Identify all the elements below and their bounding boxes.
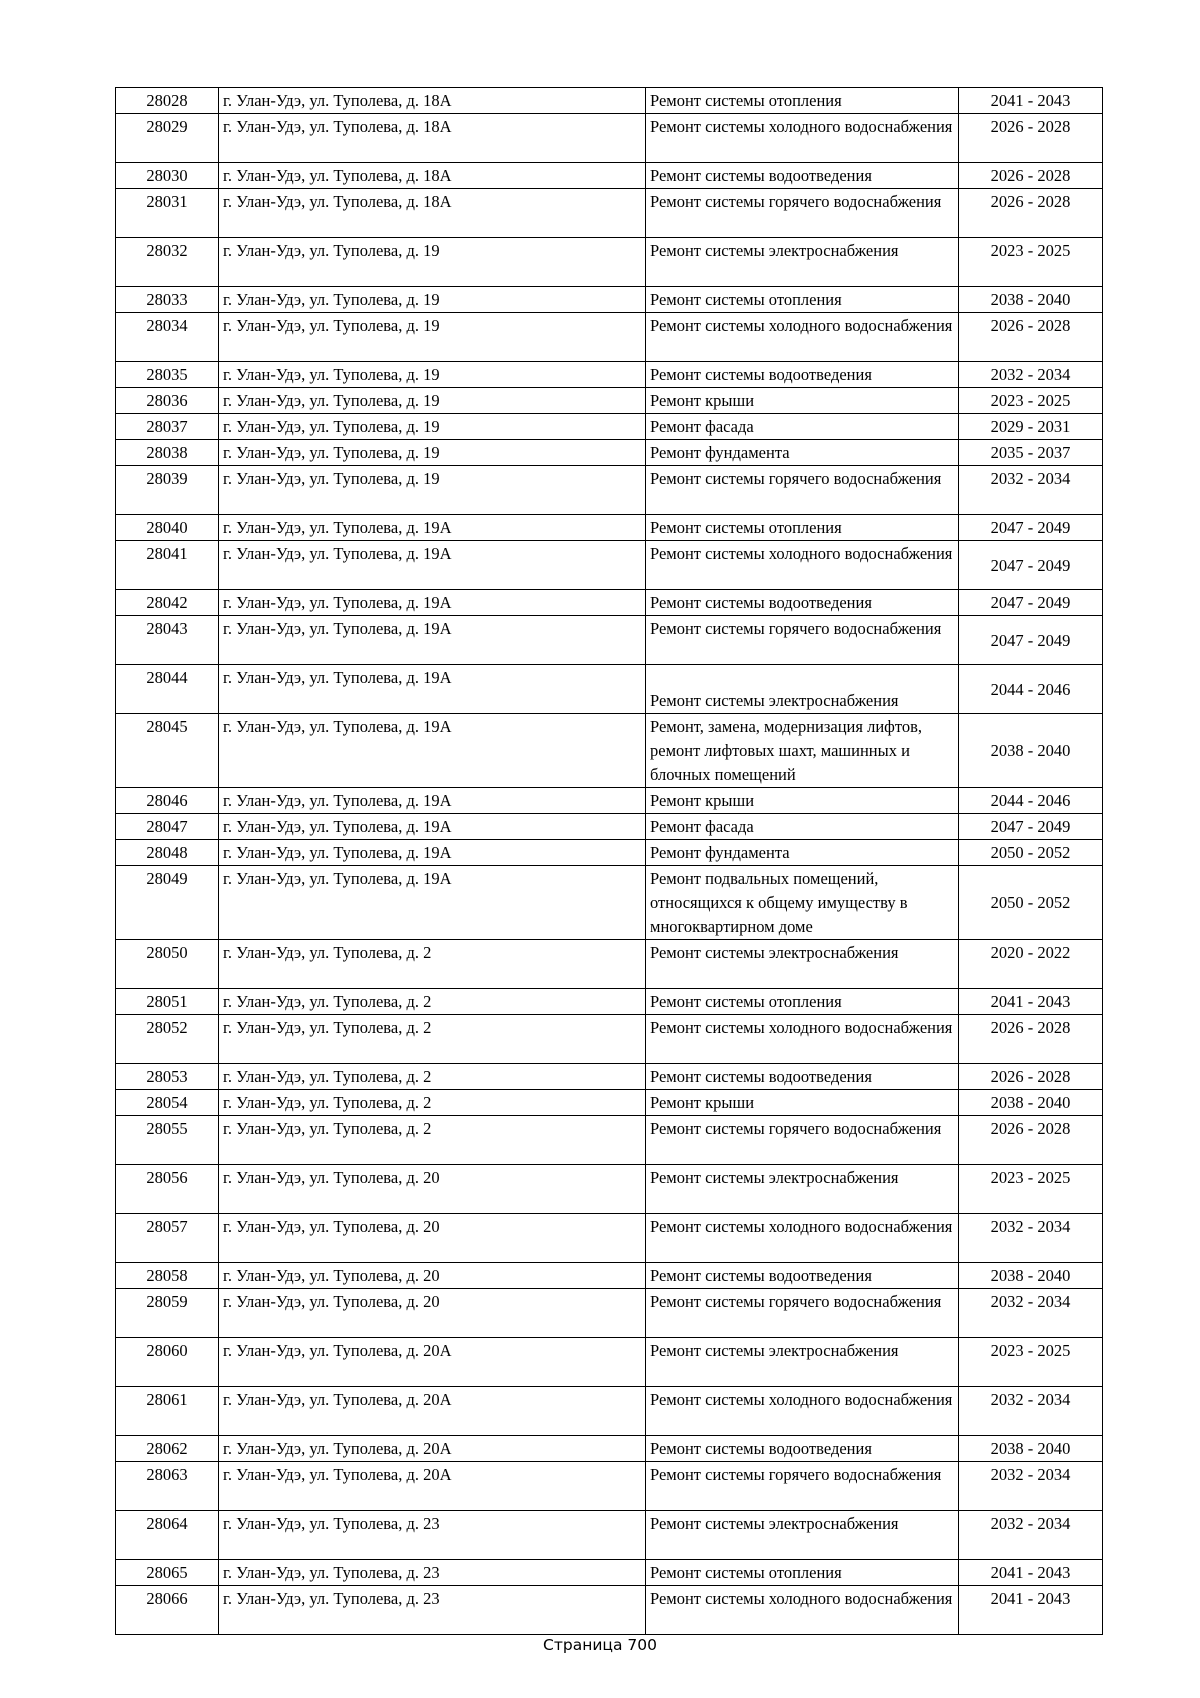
row-number-cell: 28043 — [116, 616, 219, 665]
row-number-cell: 28049 — [116, 866, 219, 940]
page-number: Страница 700 — [543, 1636, 657, 1654]
row-number-cell: 28045 — [116, 714, 219, 788]
period-cell: 2038 - 2040 — [959, 1090, 1103, 1116]
address-cell: г. Улан-Удэ, ул. Туполева, д. 23 — [219, 1560, 646, 1586]
address-cell: г. Улан-Удэ, ул. Туполева, д. 19А — [219, 616, 646, 665]
work-type-cell: Ремонт системы отопления — [646, 989, 959, 1015]
work-type-cell: Ремонт, замена, модернизация лифтов, ремонт лифтовых шахт, машинных и блочных помещений — [646, 714, 959, 788]
period-cell: 2026 - 2028 — [959, 114, 1103, 163]
row-number-cell: 28052 — [116, 1015, 219, 1064]
table-row — [116, 1165, 1103, 1214]
row-number-cell: 28059 — [116, 1289, 219, 1338]
table-row — [116, 163, 1103, 189]
work-type-cell: Ремонт фундамента — [646, 440, 959, 466]
row-number-cell: 28039 — [116, 466, 219, 515]
period-cell: 2023 - 2025 — [959, 238, 1103, 287]
table-row — [116, 1289, 1103, 1338]
work-type-cell: Ремонт системы электроснабжения — [646, 1338, 959, 1387]
page-footer — [0, 1636, 1200, 1654]
table-row — [116, 1511, 1103, 1560]
period-cell: 2032 - 2034 — [959, 466, 1103, 515]
table-row — [116, 440, 1103, 466]
row-number-cell: 28035 — [116, 362, 219, 388]
row-number-cell: 28040 — [116, 515, 219, 541]
work-type-cell: Ремонт системы горячего водоснабжения — [646, 1116, 959, 1165]
address-cell: г. Улан-Удэ, ул. Туполева, д. 20А — [219, 1338, 646, 1387]
address-cell: г. Улан-Удэ, ул. Туполева, д. 2 — [219, 1116, 646, 1165]
address-cell: г. Улан-Удэ, ул. Туполева, д. 19 — [219, 466, 646, 515]
address-cell: г. Улан-Удэ, ул. Туполева, д. 19 — [219, 388, 646, 414]
work-type-cell: Ремонт фасада — [646, 414, 959, 440]
work-type-cell: Ремонт системы горячего водоснабжения — [646, 189, 959, 238]
table-row — [116, 362, 1103, 388]
address-cell: г. Улан-Удэ, ул. Туполева, д. 19 — [219, 313, 646, 362]
row-number-cell: 28031 — [116, 189, 219, 238]
address-cell: г. Улан-Удэ, ул. Туполева, д. 18А — [219, 114, 646, 163]
table-row — [116, 1090, 1103, 1116]
row-number-cell: 28063 — [116, 1462, 219, 1511]
address-cell: г. Улан-Удэ, ул. Туполева, д. 19А — [219, 714, 646, 788]
period-cell: 2032 - 2034 — [959, 1462, 1103, 1511]
period-cell: 2023 - 2025 — [959, 388, 1103, 414]
table-row — [116, 466, 1103, 515]
table-row — [116, 665, 1103, 714]
address-cell: г. Улан-Удэ, ул. Туполева, д. 19 — [219, 414, 646, 440]
row-number-cell: 28064 — [116, 1511, 219, 1560]
period-cell: 2020 - 2022 — [959, 940, 1103, 989]
work-type-cell: Ремонт системы отопления — [646, 88, 959, 114]
work-type-cell: Ремонт системы горячего водоснабжения — [646, 1462, 959, 1511]
row-number-cell: 28044 — [116, 665, 219, 714]
work-type-cell: Ремонт системы водоотведения — [646, 1263, 959, 1289]
row-number-cell: 28036 — [116, 388, 219, 414]
work-type-cell: Ремонт системы водоотведения — [646, 1436, 959, 1462]
work-type-cell: Ремонт системы электроснабжения — [646, 1165, 959, 1214]
table-row — [116, 189, 1103, 238]
table-row — [116, 840, 1103, 866]
period-cell: 2050 - 2052 — [959, 866, 1103, 940]
address-cell: г. Улан-Удэ, ул. Туполева, д. 19А — [219, 541, 646, 590]
row-number-cell: 28058 — [116, 1263, 219, 1289]
work-type-cell: Ремонт системы электроснабжения — [646, 1511, 959, 1560]
row-number-cell: 28061 — [116, 1387, 219, 1436]
table-row — [116, 590, 1103, 616]
period-cell: 2047 - 2049 — [959, 814, 1103, 840]
work-type-cell: Ремонт системы холодного водоснабжения — [646, 1387, 959, 1436]
table-row — [116, 1116, 1103, 1165]
work-type-cell: Ремонт фасада — [646, 814, 959, 840]
address-cell: г. Улан-Удэ, ул. Туполева, д. 2 — [219, 1090, 646, 1116]
table-row — [116, 1436, 1103, 1462]
work-type-cell: Ремонт крыши — [646, 388, 959, 414]
table-row — [116, 714, 1103, 788]
address-cell: г. Улан-Удэ, ул. Туполева, д. 19 — [219, 238, 646, 287]
row-number-cell: 28041 — [116, 541, 219, 590]
table-row — [116, 88, 1103, 114]
address-cell: г. Улан-Удэ, ул. Туполева, д. 19 — [219, 287, 646, 313]
work-type-cell: Ремонт системы водоотведения — [646, 590, 959, 616]
period-cell: 2038 - 2040 — [959, 714, 1103, 788]
table-row — [116, 287, 1103, 313]
period-cell: 2047 - 2049 — [959, 515, 1103, 541]
work-type-cell: Ремонт системы отопления — [646, 1560, 959, 1586]
work-type-cell: Ремонт системы отопления — [646, 515, 959, 541]
period-cell: 2047 - 2049 — [959, 541, 1103, 590]
period-cell: 2050 - 2052 — [959, 840, 1103, 866]
table-row — [116, 940, 1103, 989]
table-row — [116, 114, 1103, 163]
period-cell: 2026 - 2028 — [959, 1116, 1103, 1165]
period-cell: 2023 - 2025 — [959, 1165, 1103, 1214]
address-cell: г. Улан-Удэ, ул. Туполева, д. 2 — [219, 989, 646, 1015]
table-row — [116, 1462, 1103, 1511]
address-cell: г. Улан-Удэ, ул. Туполева, д. 18А — [219, 163, 646, 189]
row-number-cell: 28034 — [116, 313, 219, 362]
address-cell: г. Улан-Удэ, ул. Туполева, д. 18А — [219, 88, 646, 114]
table-row — [116, 1560, 1103, 1586]
address-cell: г. Улан-Удэ, ул. Туполева, д. 20 — [219, 1263, 646, 1289]
period-cell: 2041 - 2043 — [959, 989, 1103, 1015]
work-type-cell: Ремонт системы холодного водоснабжения — [646, 114, 959, 163]
table-row — [116, 541, 1103, 590]
capital-repair-table — [115, 87, 1103, 1635]
period-cell: 2041 - 2043 — [959, 1560, 1103, 1586]
address-cell: г. Улан-Удэ, ул. Туполева, д. 20А — [219, 1462, 646, 1511]
row-number-cell: 28062 — [116, 1436, 219, 1462]
row-number-cell: 28048 — [116, 840, 219, 866]
row-number-cell: 28037 — [116, 414, 219, 440]
table-row — [116, 515, 1103, 541]
period-cell: 2044 - 2046 — [959, 788, 1103, 814]
work-type-cell: Ремонт системы отопления — [646, 287, 959, 313]
table-body — [116, 88, 1103, 1635]
table-row — [116, 414, 1103, 440]
table-row — [116, 616, 1103, 665]
period-cell: 2047 - 2049 — [959, 616, 1103, 665]
period-cell: 2041 - 2043 — [959, 88, 1103, 114]
work-type-cell: Ремонт системы холодного водоснабжения — [646, 1015, 959, 1064]
work-type-cell: Ремонт системы холодного водоснабжения — [646, 313, 959, 362]
period-cell: 2026 - 2028 — [959, 313, 1103, 362]
work-type-cell: Ремонт системы горячего водоснабжения — [646, 616, 959, 665]
table-row — [116, 989, 1103, 1015]
work-type-cell: Ремонт системы электроснабжения — [646, 940, 959, 989]
row-number-cell: 28038 — [116, 440, 219, 466]
period-cell: 2035 - 2037 — [959, 440, 1103, 466]
period-cell: 2038 - 2040 — [959, 287, 1103, 313]
address-cell: г. Улан-Удэ, ул. Туполева, д. 19А — [219, 665, 646, 714]
row-number-cell: 28055 — [116, 1116, 219, 1165]
address-cell: г. Улан-Удэ, ул. Туполева, д. 2 — [219, 1064, 646, 1090]
address-cell: г. Улан-Удэ, ул. Туполева, д. 19А — [219, 788, 646, 814]
table-row — [116, 788, 1103, 814]
table-row — [116, 1338, 1103, 1387]
period-cell: 2032 - 2034 — [959, 362, 1103, 388]
address-cell: г. Улан-Удэ, ул. Туполева, д. 2 — [219, 940, 646, 989]
table-row — [116, 1214, 1103, 1263]
period-cell: 2038 - 2040 — [959, 1436, 1103, 1462]
row-number-cell: 28051 — [116, 989, 219, 1015]
period-cell: 2032 - 2034 — [959, 1387, 1103, 1436]
work-type-cell: Ремонт системы электроснабжения — [646, 665, 959, 714]
table-row — [116, 238, 1103, 287]
work-type-cell: Ремонт системы холодного водоснабжения — [646, 1586, 959, 1635]
row-number-cell: 28042 — [116, 590, 219, 616]
period-cell: 2029 - 2031 — [959, 414, 1103, 440]
row-number-cell: 28028 — [116, 88, 219, 114]
row-number-cell: 28030 — [116, 163, 219, 189]
table-row — [116, 388, 1103, 414]
work-type-cell: Ремонт крыши — [646, 1090, 959, 1116]
work-type-cell: Ремонт системы водоотведения — [646, 163, 959, 189]
work-type-cell: Ремонт системы холодного водоснабжения — [646, 541, 959, 590]
period-cell: 2026 - 2028 — [959, 1015, 1103, 1064]
address-cell: г. Улан-Удэ, ул. Туполева, д. 19 — [219, 362, 646, 388]
table-row — [116, 1015, 1103, 1064]
row-number-cell: 28066 — [116, 1586, 219, 1635]
row-number-cell: 28046 — [116, 788, 219, 814]
table-row — [116, 1387, 1103, 1436]
row-number-cell: 28065 — [116, 1560, 219, 1586]
work-type-cell: Ремонт фундамента — [646, 840, 959, 866]
address-cell: г. Улан-Удэ, ул. Туполева, д. 23 — [219, 1511, 646, 1560]
work-type-cell: Ремонт системы водоотведения — [646, 1064, 959, 1090]
row-number-cell: 28056 — [116, 1165, 219, 1214]
work-type-cell: Ремонт крыши — [646, 788, 959, 814]
address-cell: г. Улан-Удэ, ул. Туполева, д. 20А — [219, 1436, 646, 1462]
period-cell: 2026 - 2028 — [959, 1064, 1103, 1090]
row-number-cell: 28047 — [116, 814, 219, 840]
work-type-cell: Ремонт системы горячего водоснабжения — [646, 1289, 959, 1338]
row-number-cell: 28057 — [116, 1214, 219, 1263]
address-cell: г. Улан-Удэ, ул. Туполева, д. 19А — [219, 866, 646, 940]
period-cell: 2032 - 2034 — [959, 1511, 1103, 1560]
period-cell: 2047 - 2049 — [959, 590, 1103, 616]
address-cell: г. Улан-Удэ, ул. Туполева, д. 2 — [219, 1015, 646, 1064]
period-cell: 2026 - 2028 — [959, 189, 1103, 238]
period-cell: 2032 - 2034 — [959, 1214, 1103, 1263]
period-cell: 2026 - 2028 — [959, 163, 1103, 189]
table-row — [116, 313, 1103, 362]
address-cell: г. Улан-Удэ, ул. Туполева, д. 20 — [219, 1289, 646, 1338]
address-cell: г. Улан-Удэ, ул. Туполева, д. 19 — [219, 440, 646, 466]
row-number-cell: 28053 — [116, 1064, 219, 1090]
row-number-cell: 28054 — [116, 1090, 219, 1116]
work-type-cell: Ремонт системы электроснабжения — [646, 238, 959, 287]
table-row — [116, 1586, 1103, 1635]
work-type-cell: Ремонт системы водоотведения — [646, 362, 959, 388]
address-cell: г. Улан-Удэ, ул. Туполева, д. 23 — [219, 1586, 646, 1635]
work-type-cell: Ремонт системы горячего водоснабжения — [646, 466, 959, 515]
address-cell: г. Улан-Удэ, ул. Туполева, д. 19А — [219, 814, 646, 840]
work-type-cell: Ремонт подвальных помещений, относящихся к общему имуществу в многоквартирном доме — [646, 866, 959, 940]
address-cell: г. Улан-Удэ, ул. Туполева, д. 19А — [219, 515, 646, 541]
address-cell: г. Улан-Удэ, ул. Туполева, д. 20 — [219, 1214, 646, 1263]
table-row — [116, 866, 1103, 940]
work-type-cell: Ремонт системы холодного водоснабжения — [646, 1214, 959, 1263]
address-cell: г. Улан-Удэ, ул. Туполева, д. 20 — [219, 1165, 646, 1214]
address-cell: г. Улан-Удэ, ул. Туполева, д. 19А — [219, 840, 646, 866]
row-number-cell: 28032 — [116, 238, 219, 287]
document-sheet — [115, 87, 1102, 1635]
table-row — [116, 1263, 1103, 1289]
row-number-cell: 28029 — [116, 114, 219, 163]
table-row — [116, 814, 1103, 840]
period-cell: 2032 - 2034 — [959, 1289, 1103, 1338]
period-cell: 2044 - 2046 — [959, 665, 1103, 714]
row-number-cell: 28050 — [116, 940, 219, 989]
period-cell: 2038 - 2040 — [959, 1263, 1103, 1289]
address-cell: г. Улан-Удэ, ул. Туполева, д. 20А — [219, 1387, 646, 1436]
row-number-cell: 28060 — [116, 1338, 219, 1387]
period-cell: 2023 - 2025 — [959, 1338, 1103, 1387]
address-cell: г. Улан-Удэ, ул. Туполева, д. 18А — [219, 189, 646, 238]
address-cell: г. Улан-Удэ, ул. Туполева, д. 19А — [219, 590, 646, 616]
table-row — [116, 1064, 1103, 1090]
row-number-cell: 28033 — [116, 287, 219, 313]
period-cell: 2041 - 2043 — [959, 1586, 1103, 1635]
